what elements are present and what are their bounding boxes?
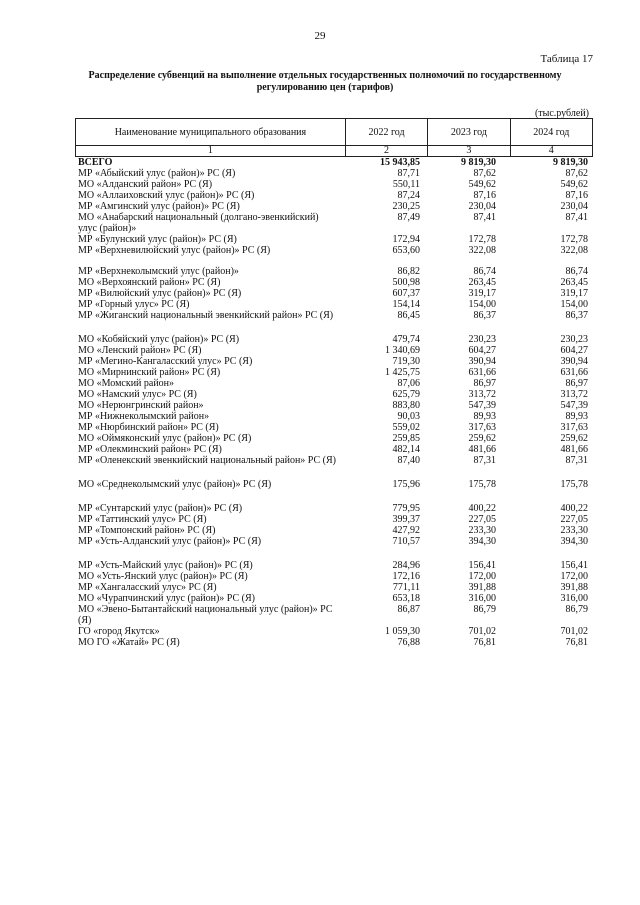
value-2022: 86,45 [397, 310, 420, 321]
value-2023: 631,66 [468, 367, 496, 378]
value-2023: 701,02 [468, 626, 496, 637]
value-2024: 87,16 [565, 190, 588, 201]
table-row [78, 433, 592, 444]
value-2024: 87,31 [565, 455, 588, 466]
col-number-3: 3 [428, 146, 510, 157]
municipality-name: МО «Чурапчинский улус (район)» РС (Я) [78, 593, 255, 604]
value-2023: 87,62 [473, 168, 496, 179]
value-2024: 230,04 [560, 201, 588, 212]
municipality-name: МР «Олекминский район» РС (Я) [78, 444, 222, 455]
value-2023: 86,97 [473, 378, 496, 389]
table-header [75, 118, 593, 157]
value-2024: 259,62 [560, 433, 588, 444]
page-number: 29 [314, 30, 326, 42]
value-2024: 172,78 [560, 234, 588, 245]
table-row [78, 514, 592, 525]
value-2023: 154,00 [468, 299, 496, 310]
municipality-name: МР «Усть-Майский улус (район)» РС (Я) [78, 560, 253, 571]
municipality-name: МО «Намский улус» РС (Я) [78, 389, 197, 400]
value-2024: 547,39 [560, 400, 588, 411]
value-2024: 233,30 [560, 525, 588, 536]
value-2023: 86,79 [473, 604, 496, 615]
municipality-name: МО «Усть-Янский улус (район)» РС (Я) [78, 571, 248, 582]
table-row [78, 525, 592, 536]
value-2024: 319,17 [560, 288, 588, 299]
municipality-name: МО «Мирнинский район» РС (Я) [78, 367, 221, 378]
table-row [78, 389, 592, 400]
municipality-name: МР «Булунский улус (район)» РС (Я) [78, 234, 237, 245]
value-2022: 779,95 [392, 503, 420, 514]
value-2024: 394,30 [560, 536, 588, 547]
table-row [78, 367, 592, 378]
value-2024: 317,63 [560, 422, 588, 433]
value-2023: 394,30 [468, 536, 496, 547]
value-2022: 87,06 [397, 378, 420, 389]
municipality-name: МР «Верхневилюйский улус (район)» РС (Я) [78, 245, 271, 256]
table-row [78, 571, 592, 582]
municipality-name: МР «Сунтарский улус (район)» РС (Я) [78, 503, 243, 514]
value-2023: 390,94 [468, 356, 496, 367]
value-2024: 631,66 [560, 367, 588, 378]
value-2022: 625,79 [392, 389, 420, 400]
total-2024: 9 819,30 [553, 157, 588, 168]
value-2022: 154,14 [392, 299, 420, 310]
value-2022: 427,92 [392, 525, 420, 536]
municipality-name: МР «Горный улус» РС (Я) [78, 299, 190, 310]
value-2024: 230,23 [560, 334, 588, 345]
municipality-name: МР «Вилюйский улус (район)» РС (Я) [78, 288, 242, 299]
value-2022: 87,40 [397, 455, 420, 466]
table-row [78, 626, 592, 637]
table-row [78, 356, 592, 367]
table-row [78, 277, 592, 288]
municipality-name: МО «Верхоянский район» РС (Я) [78, 277, 221, 288]
value-2023: 233,30 [468, 525, 496, 536]
table-row [78, 593, 592, 604]
total-row [78, 157, 592, 168]
header-row [76, 119, 593, 146]
value-2022: 479,74 [392, 334, 420, 345]
municipality-name: МР «Жиганский национальный эвенкийский район» РС (Я) [78, 310, 334, 321]
value-2024: 549,62 [560, 179, 588, 190]
value-2024: 481,66 [560, 444, 588, 455]
value-2024: 391,88 [560, 582, 588, 593]
value-2022: 172,16 [392, 571, 420, 582]
document-title: Распределение субвенций на выполнение отдельных государственных полномочий по государственному регулированию цен (тарифов) [88, 70, 562, 93]
value-2022: 172,94 [392, 234, 420, 245]
table-row [78, 479, 592, 490]
value-2024: 322,08 [560, 245, 588, 256]
value-2022: 653,18 [392, 593, 420, 604]
municipality-name: МР «Усть-Алданский улус (район)» РС (Я) [78, 536, 262, 547]
table-row [78, 266, 592, 277]
value-2022: 1 425,75 [385, 367, 420, 378]
value-2022: 230,25 [392, 201, 420, 212]
value-2023: 76,81 [473, 637, 496, 648]
value-2024: 400,22 [560, 503, 588, 514]
value-2023: 322,08 [468, 245, 496, 256]
value-2023: 227,05 [468, 514, 496, 525]
municipality-name: МР «Абыйский улус (район)» РС (Я) [78, 168, 236, 179]
value-2024: 701,02 [560, 626, 588, 637]
value-2023: 319,17 [468, 288, 496, 299]
value-2022: 87,71 [397, 168, 420, 179]
table-row [78, 378, 592, 389]
municipality-name: МР «Амгинский улус (район)» РС (Я) [78, 201, 240, 212]
value-2022: 607,37 [392, 288, 420, 299]
municipality-name: МО «Оймяконский улус (район)» РС (Я) [78, 433, 252, 444]
municipality-name: МР «Нижнеколымский район» [78, 411, 210, 422]
value-2024: 87,41 [565, 212, 588, 223]
value-2024: 86,74 [565, 266, 588, 277]
table-row [78, 411, 592, 422]
value-2024: 86,97 [565, 378, 588, 389]
value-2022: 259,85 [392, 433, 420, 444]
municipality-name: МО «Ленский район» РС (Я) [78, 345, 202, 356]
municipality-name: МО «Анабарский национальный (долгано-эвенкийский) улус (район)» [78, 212, 319, 234]
value-2023: 230,04 [468, 201, 496, 212]
table-label: Таблица 17 [540, 53, 593, 65]
municipality-name: МР «Нюрбинский район» РС (Я) [78, 422, 219, 433]
value-2023: 317,63 [468, 422, 496, 433]
municipality-name: МР «Таттинский улус» РС (Я) [78, 514, 207, 525]
municipality-name: МР «Мегино-Кангаласский улус» РС (Я) [78, 356, 253, 367]
value-2023: 547,39 [468, 400, 496, 411]
value-2022: 175,96 [392, 479, 420, 490]
table-body [78, 157, 592, 648]
value-2022: 76,88 [397, 637, 420, 648]
value-2023: 316,00 [468, 593, 496, 604]
municipality-name: МО «Кобяйский улус (район)» РС (Я) [78, 334, 240, 345]
table-row [78, 168, 592, 179]
value-2022: 482,14 [392, 444, 420, 455]
header-2024: 2024 год [510, 119, 592, 146]
value-2023: 400,22 [468, 503, 496, 514]
value-2024: 154,00 [560, 299, 588, 310]
municipality-name: МО «Нерюнгринский район» [78, 400, 204, 411]
table-row [78, 334, 592, 345]
value-2024: 313,72 [560, 389, 588, 400]
value-2022: 1 059,30 [385, 626, 420, 637]
table-row [78, 637, 592, 648]
value-2023: 172,00 [468, 571, 496, 582]
value-2023: 549,62 [468, 179, 496, 190]
table-row [78, 345, 592, 356]
value-2024: 156,41 [560, 560, 588, 571]
table-row [78, 212, 592, 234]
value-2022: 284,96 [392, 560, 420, 571]
value-2023: 86,74 [473, 266, 496, 277]
value-2023: 391,88 [468, 582, 496, 593]
value-2024: 86,79 [565, 604, 588, 615]
value-2022: 1 340,69 [385, 345, 420, 356]
table-row [78, 310, 592, 321]
value-2022: 87,49 [397, 212, 420, 223]
header-2022: 2022 год [345, 119, 427, 146]
municipality-name: МО «Алданский район» РС (Я) [78, 179, 213, 190]
value-2022: 710,57 [392, 536, 420, 547]
value-2024: 227,05 [560, 514, 588, 525]
value-2022: 771,11 [392, 582, 420, 593]
total-2022: 15 943,85 [380, 157, 420, 168]
col-number-4: 4 [510, 146, 592, 157]
table-row [78, 582, 592, 593]
table-row [78, 245, 592, 256]
table-row [78, 179, 592, 190]
total-2023: 9 819,30 [461, 157, 496, 168]
column-number-row [76, 146, 593, 157]
table-row [78, 560, 592, 571]
municipality-name: МР «Хангаласский улус» РС (Я) [78, 582, 217, 593]
table-row [78, 234, 592, 245]
table-row [78, 400, 592, 411]
value-2023: 481,66 [468, 444, 496, 455]
value-2023: 87,16 [473, 190, 496, 201]
municipality-name: МР «Верхнеколымский улус (район)» [78, 266, 239, 277]
value-2023: 172,78 [468, 234, 496, 245]
table-row [78, 455, 592, 466]
table-row [78, 190, 592, 201]
value-2024: 87,62 [565, 168, 588, 179]
table-row [78, 604, 592, 626]
value-2022: 90,03 [397, 411, 420, 422]
value-2023: 87,41 [473, 212, 496, 223]
value-2022: 883,80 [392, 400, 420, 411]
value-2023: 89,93 [473, 411, 496, 422]
table-row [78, 422, 592, 433]
value-2022: 550,11 [392, 179, 420, 190]
value-2022: 86,82 [397, 266, 420, 277]
municipality-name: МО «Среднеколымский улус (район)» РС (Я) [78, 479, 272, 490]
total-label: ВСЕГО [78, 157, 113, 168]
value-2023: 87,31 [473, 455, 496, 466]
value-2024: 172,00 [560, 571, 588, 582]
table-row [78, 444, 592, 455]
municipality-name: МР «Оленекский эвенкийский национальный район» РС (Я) [78, 455, 336, 466]
municipality-name: МО ГО «Жатай» РС (Я) [78, 637, 180, 648]
units-label: (тыс.рублей) [534, 108, 589, 119]
table-row [78, 299, 592, 310]
value-2022: 719,30 [392, 356, 420, 367]
table-row [78, 201, 592, 212]
municipality-name: ГО «город Якутск» [78, 626, 160, 637]
value-2022: 87,24 [397, 190, 420, 201]
col-number-1: 1 [76, 146, 346, 157]
header-2023: 2023 год [428, 119, 510, 146]
value-2022: 653,60 [392, 245, 420, 256]
table-row [78, 536, 592, 547]
value-2023: 313,72 [468, 389, 496, 400]
value-2023: 604,27 [468, 345, 496, 356]
table-row [78, 503, 592, 514]
value-2024: 316,00 [560, 593, 588, 604]
col-number-2: 2 [345, 146, 427, 157]
value-2024: 263,45 [560, 277, 588, 288]
value-2024: 89,93 [565, 411, 588, 422]
value-2024: 390,94 [560, 356, 588, 367]
municipality-name: МО «Момский район» [78, 378, 175, 389]
municipality-name: МО «Эвено-Бытантайский национальный улус (район)» РС (Я) [78, 604, 333, 626]
table-row [78, 288, 592, 299]
value-2022: 399,37 [392, 514, 420, 525]
municipality-name: МР «Томпонский район» РС (Я) [78, 525, 216, 536]
value-2023: 86,37 [473, 310, 496, 321]
value-2022: 86,87 [397, 604, 420, 615]
value-2024: 175,78 [560, 479, 588, 490]
header-name: Наименование муниципального образования [76, 119, 346, 146]
value-2024: 76,81 [565, 637, 588, 648]
value-2022: 559,02 [392, 422, 420, 433]
value-2023: 230,23 [468, 334, 496, 345]
value-2024: 604,27 [560, 345, 588, 356]
value-2023: 259,62 [468, 433, 496, 444]
value-2024: 86,37 [565, 310, 588, 321]
value-2023: 156,41 [468, 560, 496, 571]
value-2023: 263,45 [468, 277, 496, 288]
value-2022: 500,98 [392, 277, 420, 288]
municipality-name: МО «Аллаиховский улус (район)» РС (Я) [78, 190, 255, 201]
value-2023: 175,78 [468, 479, 496, 490]
